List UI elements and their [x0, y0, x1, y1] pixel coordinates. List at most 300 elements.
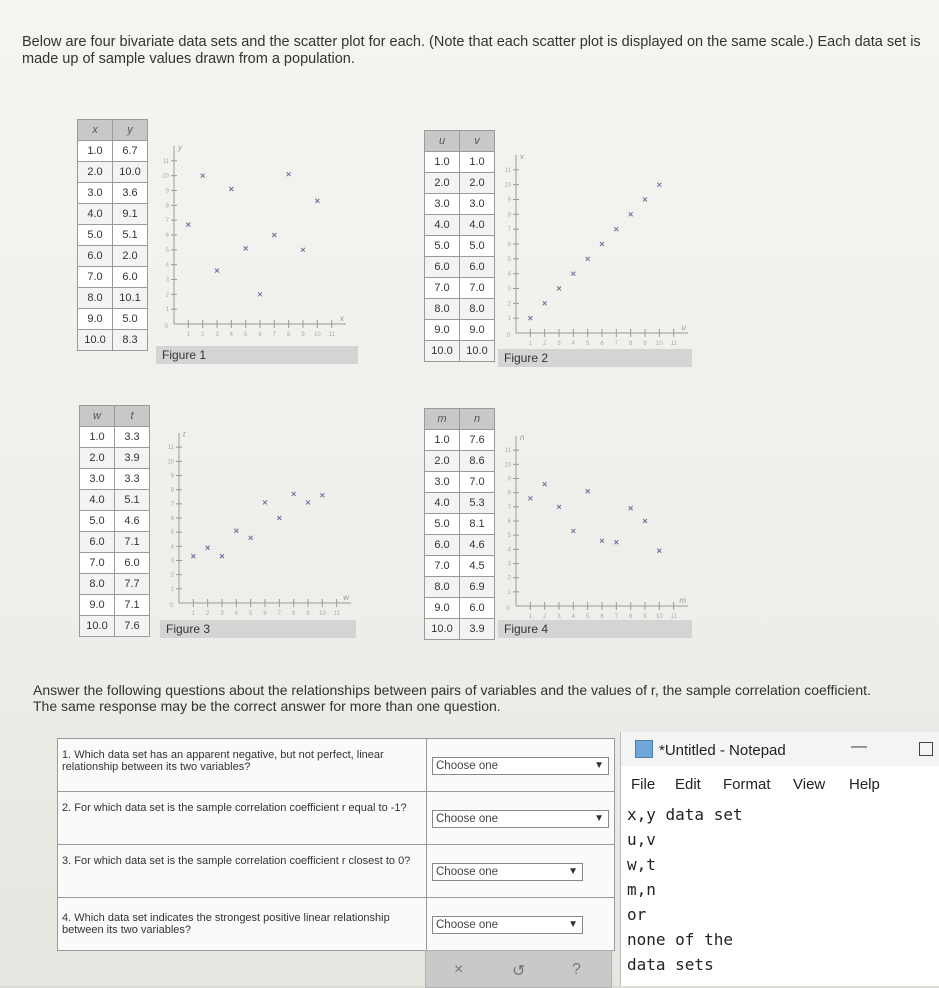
menu-edit[interactable]: Edit	[675, 776, 701, 793]
table-cell: 8.0	[425, 577, 460, 598]
column-header-x: x	[78, 120, 113, 141]
question-4-text: 4. Which data set indicates the strongest positive linear relationship between its two variables?	[62, 912, 390, 936]
answer-toolbar	[425, 950, 612, 988]
origin-label: 0	[169, 603, 173, 609]
table-cell: 1.0	[425, 430, 460, 451]
y-tick-label: 5	[170, 530, 174, 537]
table-cell: 8.0	[425, 299, 460, 320]
table-cell: 4.0	[425, 215, 460, 236]
question-3-select[interactable]	[432, 863, 583, 881]
maximize-button[interactable]	[919, 742, 933, 756]
dataset-3	[79, 405, 150, 637]
select-value: Choose one	[436, 866, 499, 878]
table-cell: 6.0	[80, 532, 115, 553]
notepad-title: *Untitled - Notepad	[659, 742, 786, 759]
scatter-figure-2	[500, 147, 696, 351]
table-cell: 9.0	[425, 320, 460, 341]
column-header-w: w	[80, 406, 115, 427]
table-cell: 7.0	[460, 278, 495, 299]
data-point	[301, 248, 305, 252]
table-cell: 4.0	[460, 215, 495, 236]
table-row	[80, 469, 150, 490]
origin-label: 0	[506, 606, 510, 612]
data-point	[629, 506, 633, 510]
y-tick-label: 3	[507, 561, 511, 568]
table-cell: 5.0	[425, 236, 460, 257]
questions-table	[57, 738, 615, 951]
y-tick-label: 8	[507, 490, 511, 497]
table-cell: 2.0	[425, 173, 460, 194]
data-point	[528, 496, 532, 500]
table-row	[78, 183, 148, 204]
help-button[interactable]: ?	[572, 961, 581, 978]
y-tick-label: 4	[507, 271, 511, 278]
table-cell: 3.0	[80, 469, 115, 490]
table-cell: 2.0	[113, 246, 148, 267]
table-row	[425, 152, 495, 173]
origin-label: 0	[506, 333, 510, 339]
table-cell: 10.0	[460, 341, 495, 362]
table-row	[78, 162, 148, 183]
table-cell: 5.0	[78, 225, 113, 246]
table-cell: 2.0	[80, 448, 115, 469]
table-row	[78, 330, 148, 351]
table-row	[78, 267, 148, 288]
table-cell: 3.9	[460, 619, 495, 640]
menu-format[interactable]: Format	[723, 776, 771, 793]
x-tick-label: 3	[220, 611, 224, 617]
y-tick-label: 2	[165, 292, 169, 299]
table-row	[425, 535, 495, 556]
y-tick-label: 9	[507, 197, 511, 204]
x-tick-label: 9	[643, 341, 647, 347]
minimize-button[interactable]: —	[851, 738, 867, 755]
question-row-2	[58, 792, 614, 845]
table-row	[425, 236, 495, 257]
y-tick-label: 7	[170, 501, 174, 508]
y-tick-label: 11	[167, 445, 174, 452]
menu-view[interactable]: View	[793, 776, 826, 793]
table-cell: 4.0	[78, 204, 113, 225]
column-divider	[426, 792, 427, 844]
data-point	[543, 301, 547, 305]
column-header-v: v	[460, 131, 495, 152]
table-cell: 6.9	[460, 577, 495, 598]
table-row	[425, 320, 495, 341]
data-point	[229, 187, 233, 191]
table-row	[80, 616, 150, 637]
x-tick-label: 1	[528, 341, 533, 347]
y-tick-label: 5	[507, 533, 511, 540]
table-row	[80, 490, 150, 511]
data-point	[657, 549, 661, 553]
x-tick-label: 3	[557, 614, 561, 620]
table-cell: 4.0	[80, 490, 115, 511]
table-row	[425, 493, 495, 514]
table-cell: 8.1	[460, 514, 495, 535]
x-tick-label: 4	[229, 332, 234, 338]
chevron-down-icon: ▼	[568, 866, 578, 877]
x-tick-label: 2	[205, 611, 210, 617]
data-point	[263, 500, 267, 504]
notepad-line: or	[627, 905, 647, 924]
data-point	[306, 500, 310, 504]
table-row	[425, 341, 495, 362]
y-tick-label: 2	[507, 301, 511, 308]
clear-button[interactable]: ×	[454, 961, 464, 978]
data-table-4	[424, 408, 495, 640]
data-point	[206, 546, 210, 550]
chevron-down-icon: ▼	[568, 919, 578, 930]
table-cell: 5.0	[425, 514, 460, 535]
x-tick-label: 11	[670, 341, 677, 347]
data-point	[571, 529, 575, 533]
y-tick-label: 11	[162, 158, 169, 165]
table-cell: 3.0	[425, 472, 460, 493]
x-axis-label: m	[679, 596, 686, 605]
column-header-n: n	[460, 409, 495, 430]
table-row	[425, 278, 495, 299]
table-cell: 8.6	[460, 451, 495, 472]
notepad-line: data sets	[627, 955, 714, 974]
undo-button[interactable]: ↺	[512, 963, 526, 980]
x-tick-label: 6	[600, 341, 604, 347]
y-tick-label: 11	[504, 167, 511, 174]
table-row	[80, 553, 150, 574]
table-cell: 10.0	[78, 330, 113, 351]
data-point	[586, 257, 590, 261]
column-divider	[426, 898, 427, 950]
x-tick-label: 11	[333, 611, 340, 617]
table-row	[80, 448, 150, 469]
table-row	[80, 574, 150, 595]
data-point	[292, 492, 296, 496]
table-cell: 6.0	[78, 246, 113, 267]
data-point	[215, 269, 219, 273]
y-tick-label: 2	[170, 572, 174, 579]
y-tick-label: 9	[165, 188, 169, 195]
y-tick-label: 6	[170, 516, 174, 522]
origin-label: 0	[164, 324, 168, 330]
table-cell: 1.0	[425, 152, 460, 173]
menu-file[interactable]: File	[631, 776, 656, 793]
y-tick-label: 3	[507, 286, 511, 293]
table-row	[80, 532, 150, 553]
notepad-titlebar	[621, 732, 939, 766]
table-cell: 6.0	[113, 267, 148, 288]
x-tick-label: 7	[614, 341, 619, 347]
data-point	[614, 540, 618, 544]
x-tick-label: 8	[628, 614, 633, 620]
y-axis-label: n	[520, 433, 525, 442]
column-header-u: u	[425, 131, 460, 152]
table-cell: 6.0	[460, 257, 495, 278]
data-point	[543, 482, 547, 486]
question-1-text: 1. Which data set has an apparent negative, but not perfect, linear relationship between its two variables?	[62, 749, 384, 773]
chevron-down-icon: ▼	[594, 760, 604, 771]
notepad-icon	[635, 740, 653, 758]
table-cell: 8.3	[113, 330, 148, 351]
x-tick-label: 2	[542, 341, 547, 347]
x-tick-label: 5	[585, 341, 590, 347]
table-row	[425, 514, 495, 535]
y-tick-label: 10	[504, 462, 511, 469]
y-tick-label: 9	[170, 473, 174, 480]
data-point	[571, 272, 575, 276]
data-point	[657, 183, 661, 187]
x-tick-label: 10	[655, 341, 663, 347]
table-row	[78, 204, 148, 225]
table-row	[78, 141, 148, 162]
notepad-window	[620, 732, 939, 986]
x-tick-label: 5	[585, 614, 590, 620]
x-tick-label: 10	[655, 614, 663, 620]
table-cell: 7.7	[115, 574, 150, 595]
table-cell: 7.0	[425, 278, 460, 299]
table-cell: 10.0	[425, 341, 460, 362]
x-tick-label: 9	[306, 611, 310, 617]
table-cell: 7.1	[115, 532, 150, 553]
y-tick-label: 2	[507, 575, 511, 582]
y-tick-label: 1	[507, 589, 511, 596]
data-table-1	[77, 119, 148, 351]
table-cell: 5.3	[460, 493, 495, 514]
data-point	[277, 516, 281, 520]
x-tick-label: 6	[263, 611, 267, 617]
x-axis-label: x	[340, 314, 344, 323]
data-table-2	[424, 130, 495, 362]
table-cell: 5.0	[80, 511, 115, 532]
x-tick-label: 1	[186, 332, 191, 338]
x-tick-label: 7	[277, 611, 282, 617]
data-point	[320, 493, 324, 497]
table-row	[78, 309, 148, 330]
notepad-line: none of the	[627, 930, 733, 949]
x-tick-label: 5	[243, 332, 248, 338]
table-row	[425, 173, 495, 194]
y-tick-label: 5	[165, 247, 169, 254]
table-cell: 3.0	[78, 183, 113, 204]
table-cell: 8.0	[80, 574, 115, 595]
table-row	[425, 451, 495, 472]
figure-1-caption: Figure 1	[156, 346, 358, 364]
x-tick-label: 11	[328, 332, 335, 338]
table-cell: 3.6	[113, 183, 148, 204]
table-row	[425, 299, 495, 320]
question-4-select[interactable]	[432, 916, 583, 934]
notepad-line: m,n	[627, 880, 656, 899]
table-cell: 5.1	[115, 490, 150, 511]
x-axis-label: w	[343, 593, 349, 602]
x-tick-label: 1	[528, 614, 533, 620]
table-cell: 9.0	[425, 598, 460, 619]
table-cell: 4.0	[425, 493, 460, 514]
table-cell: 6.0	[460, 598, 495, 619]
table-row	[425, 619, 495, 640]
table-cell: 6.0	[115, 553, 150, 574]
y-axis-label: y	[178, 143, 182, 152]
column-header-m: m	[425, 409, 460, 430]
table-cell: 1.0	[78, 141, 113, 162]
dataset-4	[424, 408, 495, 640]
table-cell: 7.0	[460, 472, 495, 493]
y-tick-label: 3	[170, 558, 174, 565]
data-point	[191, 554, 195, 558]
y-tick-label: 4	[507, 547, 511, 554]
table-cell: 5.0	[113, 309, 148, 330]
x-tick-label: 7	[272, 332, 277, 338]
x-tick-label: 2	[200, 332, 205, 338]
table-cell: 7.0	[425, 556, 460, 577]
table-cell: 3.9	[115, 448, 150, 469]
y-tick-label: 1	[170, 586, 174, 593]
data-point	[629, 212, 633, 216]
table-cell: 7.6	[460, 430, 495, 451]
table-cell: 9.0	[460, 320, 495, 341]
x-tick-label: 6	[600, 614, 604, 620]
figure-4-caption: Figure 4	[498, 620, 692, 638]
table-cell: 7.6	[115, 616, 150, 637]
table-row	[425, 556, 495, 577]
y-tick-label: 7	[507, 227, 511, 234]
y-tick-label: 7	[507, 504, 511, 511]
notepad-line: u,v	[627, 830, 656, 849]
y-tick-label: 10	[162, 173, 169, 180]
table-row	[78, 225, 148, 246]
table-cell: 6.0	[425, 535, 460, 556]
data-point	[600, 242, 604, 246]
table-cell: 3.3	[115, 427, 150, 448]
x-tick-label: 7	[614, 614, 619, 620]
x-tick-label: 10	[318, 611, 326, 617]
notepad-line: w,t	[627, 855, 656, 874]
table-row	[425, 257, 495, 278]
y-tick-label: 1	[165, 307, 169, 314]
question-1-select[interactable]	[432, 757, 609, 775]
y-tick-label: 7	[165, 218, 169, 225]
y-tick-label: 8	[170, 487, 174, 494]
x-axis-label: u	[681, 323, 686, 332]
data-point	[272, 233, 276, 237]
dataset-1	[77, 119, 148, 351]
table-cell: 5.0	[460, 236, 495, 257]
data-point	[186, 223, 190, 227]
x-tick-label: 4	[571, 341, 576, 347]
question-2-select[interactable]	[432, 810, 609, 828]
table-cell: 1.0	[80, 427, 115, 448]
data-point	[201, 174, 205, 178]
notepad-text-area[interactable]	[627, 802, 743, 977]
data-point	[249, 536, 253, 540]
x-tick-label: 8	[628, 341, 633, 347]
table-row	[425, 598, 495, 619]
table-cell: 3.0	[460, 194, 495, 215]
table-cell: 7.0	[78, 267, 113, 288]
dataset-2	[424, 130, 495, 362]
data-point	[287, 172, 291, 176]
figure-3-caption: Figure 3	[160, 620, 356, 638]
x-tick-label: 2	[542, 614, 547, 620]
question-row-1	[58, 739, 614, 792]
table-cell: 9.0	[80, 595, 115, 616]
data-table-3	[79, 405, 150, 637]
y-tick-label: 5	[507, 256, 511, 263]
x-tick-label: 10	[313, 332, 321, 338]
table-cell: 9.0	[78, 309, 113, 330]
x-tick-label: 3	[557, 341, 561, 347]
y-tick-label: 11	[504, 448, 511, 455]
table-cell: 5.1	[113, 225, 148, 246]
x-tick-label: 11	[670, 614, 677, 620]
data-point	[258, 292, 262, 296]
column-header-t: t	[115, 406, 150, 427]
table-cell: 6.7	[113, 141, 148, 162]
column-header-y: y	[113, 120, 148, 141]
column-divider	[426, 739, 427, 791]
scatter-figure-1	[158, 138, 354, 342]
y-tick-label: 10	[167, 459, 174, 466]
table-cell: 4.5	[460, 556, 495, 577]
figure-2-caption: Figure 2	[498, 349, 692, 367]
y-axis-label: v	[520, 152, 524, 161]
question-3-text: 3. For which data set is the sample correlation coefficient r closest to 0?	[62, 855, 411, 867]
table-cell: 10.0	[425, 619, 460, 640]
x-tick-label: 9	[301, 332, 305, 338]
y-tick-label: 9	[507, 476, 511, 483]
table-cell: 7.0	[80, 553, 115, 574]
table-cell: 2.0	[425, 451, 460, 472]
table-cell: 2.0	[78, 162, 113, 183]
x-tick-label: 6	[258, 332, 262, 338]
table-row	[425, 215, 495, 236]
question-2-text: 2. For which data set is the sample correlation coefficient r equal to -1?	[62, 802, 407, 814]
table-row	[80, 427, 150, 448]
x-tick-label: 5	[248, 611, 253, 617]
y-axis-label: t	[183, 430, 186, 439]
table-cell: 1.0	[460, 152, 495, 173]
data-point	[557, 287, 561, 291]
data-point	[220, 554, 224, 558]
menu-help[interactable]: Help	[849, 776, 880, 793]
data-point	[557, 505, 561, 509]
table-row	[425, 577, 495, 598]
y-tick-label: 4	[165, 262, 169, 269]
table-cell: 4.6	[115, 511, 150, 532]
table-cell: 9.1	[113, 204, 148, 225]
table-row	[425, 430, 495, 451]
answer-instructions: Answer the following questions about the relationships between pairs of variables and the values of r, the sample correlation coefficient. The same response may be the correct answer for more than one question.	[33, 682, 871, 714]
table-cell: 6.0	[425, 257, 460, 278]
x-tick-label: 3	[215, 332, 219, 338]
data-point	[600, 539, 604, 543]
data-point	[234, 529, 238, 533]
y-tick-label: 6	[165, 233, 169, 239]
y-tick-label: 10	[504, 182, 511, 189]
x-tick-label: 4	[571, 614, 576, 620]
intro-text: Below are four bivariate data sets and the scatter plot for each. (Note that each scatter plot is displayed on the same scale.) Each data set is made up of sample values drawn from a population.	[22, 34, 921, 67]
notepad-menubar	[621, 772, 939, 796]
x-tick-label: 1	[191, 611, 196, 617]
notepad-line: x,y data set	[627, 805, 743, 824]
column-divider	[426, 845, 427, 897]
y-tick-label: 1	[507, 316, 511, 323]
table-cell: 8.0	[460, 299, 495, 320]
x-tick-label: 8	[291, 611, 296, 617]
y-tick-label: 3	[165, 277, 169, 284]
table-row	[80, 595, 150, 616]
table-row	[78, 246, 148, 267]
table-row	[425, 194, 495, 215]
